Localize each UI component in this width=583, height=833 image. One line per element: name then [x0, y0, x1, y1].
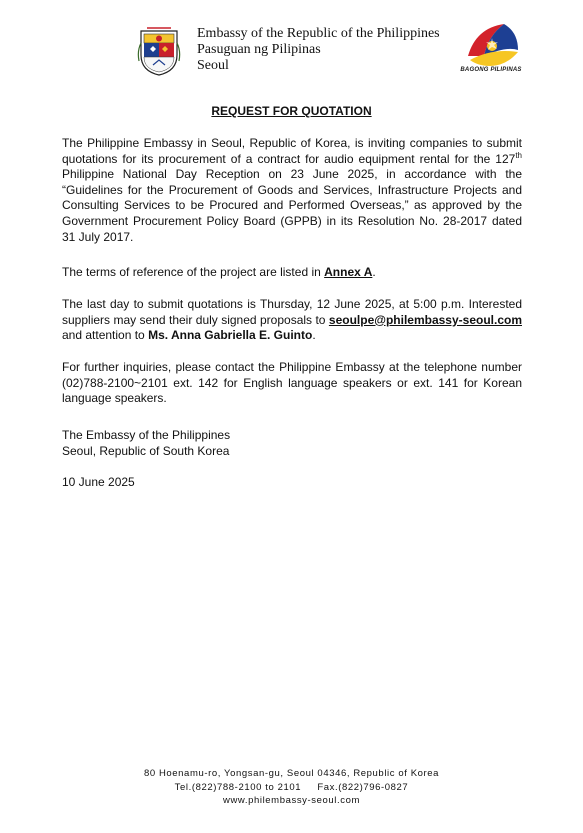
footer-website[interactable]: www.philembassy-seoul.com [223, 795, 360, 806]
closing-line-2: Seoul, Republic of South Korea [62, 443, 230, 458]
annex-a-link[interactable]: Annex A [324, 265, 373, 279]
closing-block [62, 428, 522, 459]
terms-paragraph [62, 265, 522, 281]
footer-address: 80 Hoenamu-ro, Yongsan-gu, Seoul 04346, Republic of Korea [143, 768, 440, 779]
header-line-3: Seoul [197, 58, 229, 73]
inquiries-paragraph: For further inquiries, please contact the Philippine Embassy at the telephone number (02)788-2100~2101 ext. 142 for English language speakers or ext. 141 for Korean language speakers. [62, 360, 522, 406]
intro-paragraph [62, 136, 522, 245]
deadline-text: The last day to submit quotations is Thursday, 12 June 2025, at 5:00 p.m. Interested suppliers may send their duly signed proposals to [62, 297, 522, 327]
document-title: REQUEST FOR QUOTATION [211, 104, 372, 118]
attention-text: and attention to [62, 328, 149, 343]
terms-period: . [372, 265, 376, 279]
header-line-2: Pasuguan ng Pilipinas [197, 42, 321, 57]
closing-line-1: The Embassy of the Philippines [62, 428, 231, 442]
email-link[interactable]: seoulpe@philembassy-seoul.com [328, 312, 522, 327]
philippine-seal-logo [137, 25, 181, 77]
header-line-1: Embassy of the Republic of the Philippines [197, 26, 440, 41]
bagong-pilipinas-wordmark: BAGONG PILIPINAS [460, 67, 522, 73]
terms-text: The terms of reference of the project are listed in [62, 265, 325, 279]
ordinal-suffix: th [515, 150, 522, 160]
footer-phone: Tel.(822)788-2100 to 2101 Fax.(822)796-0827 [174, 781, 409, 793]
footer [0, 767, 583, 808]
deadline-period: . [312, 328, 316, 343]
document-date: 10 June 2025 [62, 475, 135, 489]
deadline-paragraph [62, 297, 522, 344]
contact-person-name: Ms. Anna Gabriella E. Guinto [148, 328, 313, 343]
intro-text-b: Philippine National Day Reception on 23 June 2025, in accordance with the “Guidelines for the Procurement of Goods and Services, Infrastructure Projects and Consulting Services to be Procured and Performed Overseas,” as approved by the Government Procurement Policy Board (GPPB) in its Resolution No. 28-2017 dated 31 July 2017. [62, 167, 522, 244]
embassy-header [197, 26, 440, 74]
intro-text-a: The Philippine Embassy in Seoul, Republic of Korea, is inviting companies to submit quotations for its procurement of a contract for audio equipment rental for the 127 [62, 136, 522, 166]
